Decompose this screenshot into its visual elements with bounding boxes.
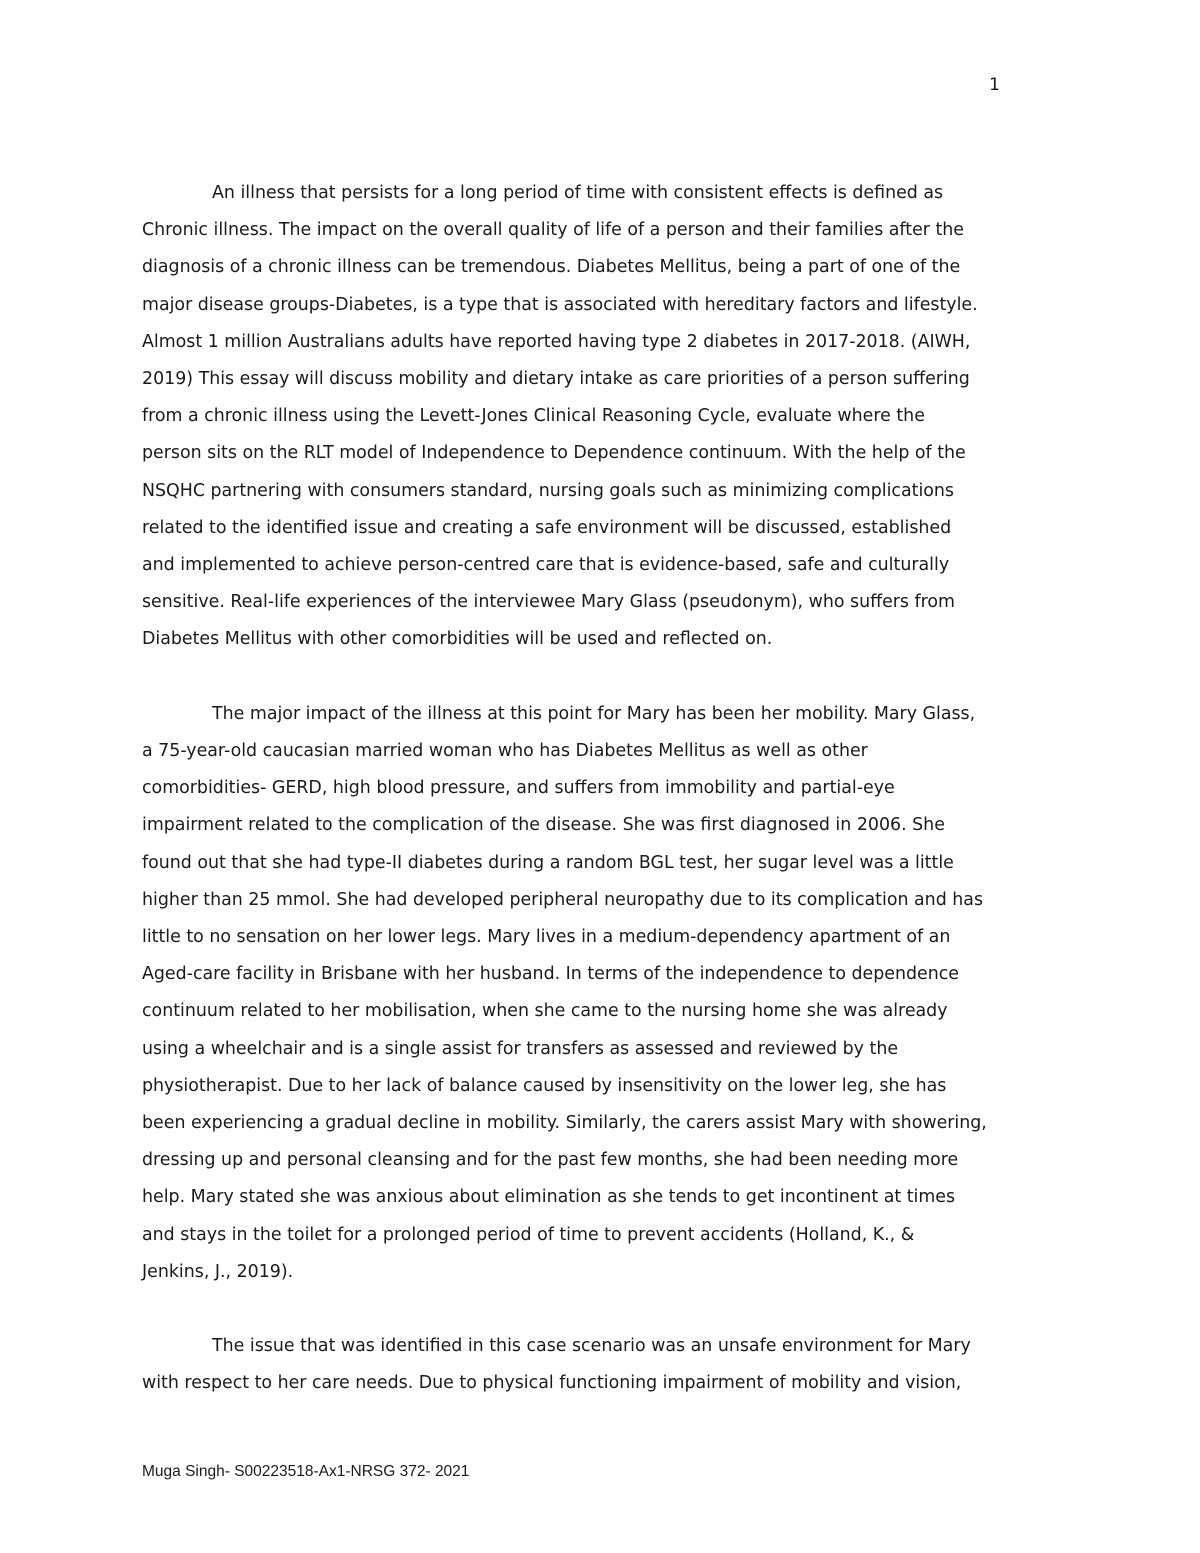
paragraph-mobility-impact	[142, 696, 1062, 1291]
essay-body	[142, 175, 1062, 1403]
page-number: 1	[989, 75, 1000, 95]
text-line: The issue that was identified in this case scenario was an unsafe environment for Mary	[212, 1336, 971, 1357]
text-line: An illness that persists for a long period of time with consistent effects is defined as	[212, 183, 944, 203]
text-line: with respect to her care needs. Due to physical functioning impairment of mobility and vision,	[142, 1373, 962, 1394]
text-line: found out that she had type-II diabetes during a random BGL test, her sugar level was a little	[142, 852, 954, 873]
text-line: dressing up and personal cleansing and for the past few months, she had been needing more	[142, 1150, 959, 1171]
paragraph-spacer	[142, 1291, 1062, 1328]
text-line: physiotherapist. Due to her lack of balance caused by insensitivity on the lower leg, she has	[142, 1075, 947, 1096]
text-line: been experiencing a gradual decline in mobility. Similarly, the carers assist Mary with showering,	[142, 1113, 987, 1134]
text-line: higher than 25 mmol. She had developed peripheral neuropathy due to its complication and has	[142, 889, 983, 910]
text-line: comorbidities- GERD, high blood pressure, and suffers from immobility and partial-eye	[142, 778, 895, 799]
text-line: a 75-year-old caucasian married woman who has Diabetes Mellitus as well as other	[142, 741, 868, 762]
text-line: impairment related to the complication of the disease. She was first diagnosed in 2006. She	[142, 815, 945, 836]
text-line: help. Mary stated she was anxious about elimination as she tends to get incontinent at times	[142, 1187, 956, 1208]
text-line: The major impact of the illness at this point for Mary has been her mobility. Mary Glass,	[212, 703, 976, 724]
text-line: and stays in the toilet for a prolonged period of time to prevent accidents (Holland, K., &	[142, 1224, 915, 1245]
text-line: 2019) This essay will discuss mobility and dietary intake as care priorities of a person suffering	[142, 369, 970, 390]
text-line: using a wheelchair and is a single assist for transfers as assessed and reviewed by the	[142, 1038, 899, 1059]
text-line: Jenkins, J., 2019).	[142, 1261, 294, 1282]
text-line: little to no sensation on her lower legs. Mary lives in a medium-dependency apartment of an	[142, 927, 951, 948]
text-line: person sits on the RLT model of Independence to Dependence continuum. With the help of the	[142, 443, 966, 464]
text-line: Diabetes Mellitus with other comorbidities will be used and reflected on.	[142, 629, 773, 650]
text-line: major disease groups-Diabetes, is a type that is associated with hereditary factors and lifestyle.	[142, 294, 978, 315]
paragraph-identified-issue	[142, 1328, 1062, 1402]
paragraph-introduction	[142, 175, 1062, 659]
text-line: Aged-care facility in Brisbane with her husband. In terms of the independence to dependence	[142, 964, 960, 985]
text-line: continuum related to her mobilisation, when she came to the nursing home she was already	[142, 1001, 948, 1022]
text-line: Chronic illness. The impact on the overall quality of life of a person and their families after the	[142, 220, 964, 241]
text-line: and implemented to achieve person-centred care that is evidence-based, safe and culturally	[142, 555, 950, 576]
text-line: diagnosis of a chronic illness can be tremendous. Diabetes Mellitus, being a part of one of the	[142, 257, 961, 278]
text-line: NSQHC partnering with consumers standard, nursing goals such as minimizing complications	[142, 480, 954, 501]
text-line: sensitive. Real-life experiences of the interviewee Mary Glass (pseudonym), who suffers from	[142, 592, 955, 613]
paragraph-spacer	[142, 659, 1062, 696]
text-line: Almost 1 million Australians adults have reported having type 2 diabetes in 2017-2018. (AIWH,	[142, 331, 971, 352]
page-footer: Muga Singh- S00223518-Ax1-NRSG 372- 2021	[142, 1463, 470, 1480]
text-line: related to the identified issue and creating a safe environment will be discussed, established	[142, 517, 952, 538]
text-line: from a chronic illness using the Levett-Jones Clinical Reasoning Cycle, evaluate where the	[142, 406, 925, 427]
